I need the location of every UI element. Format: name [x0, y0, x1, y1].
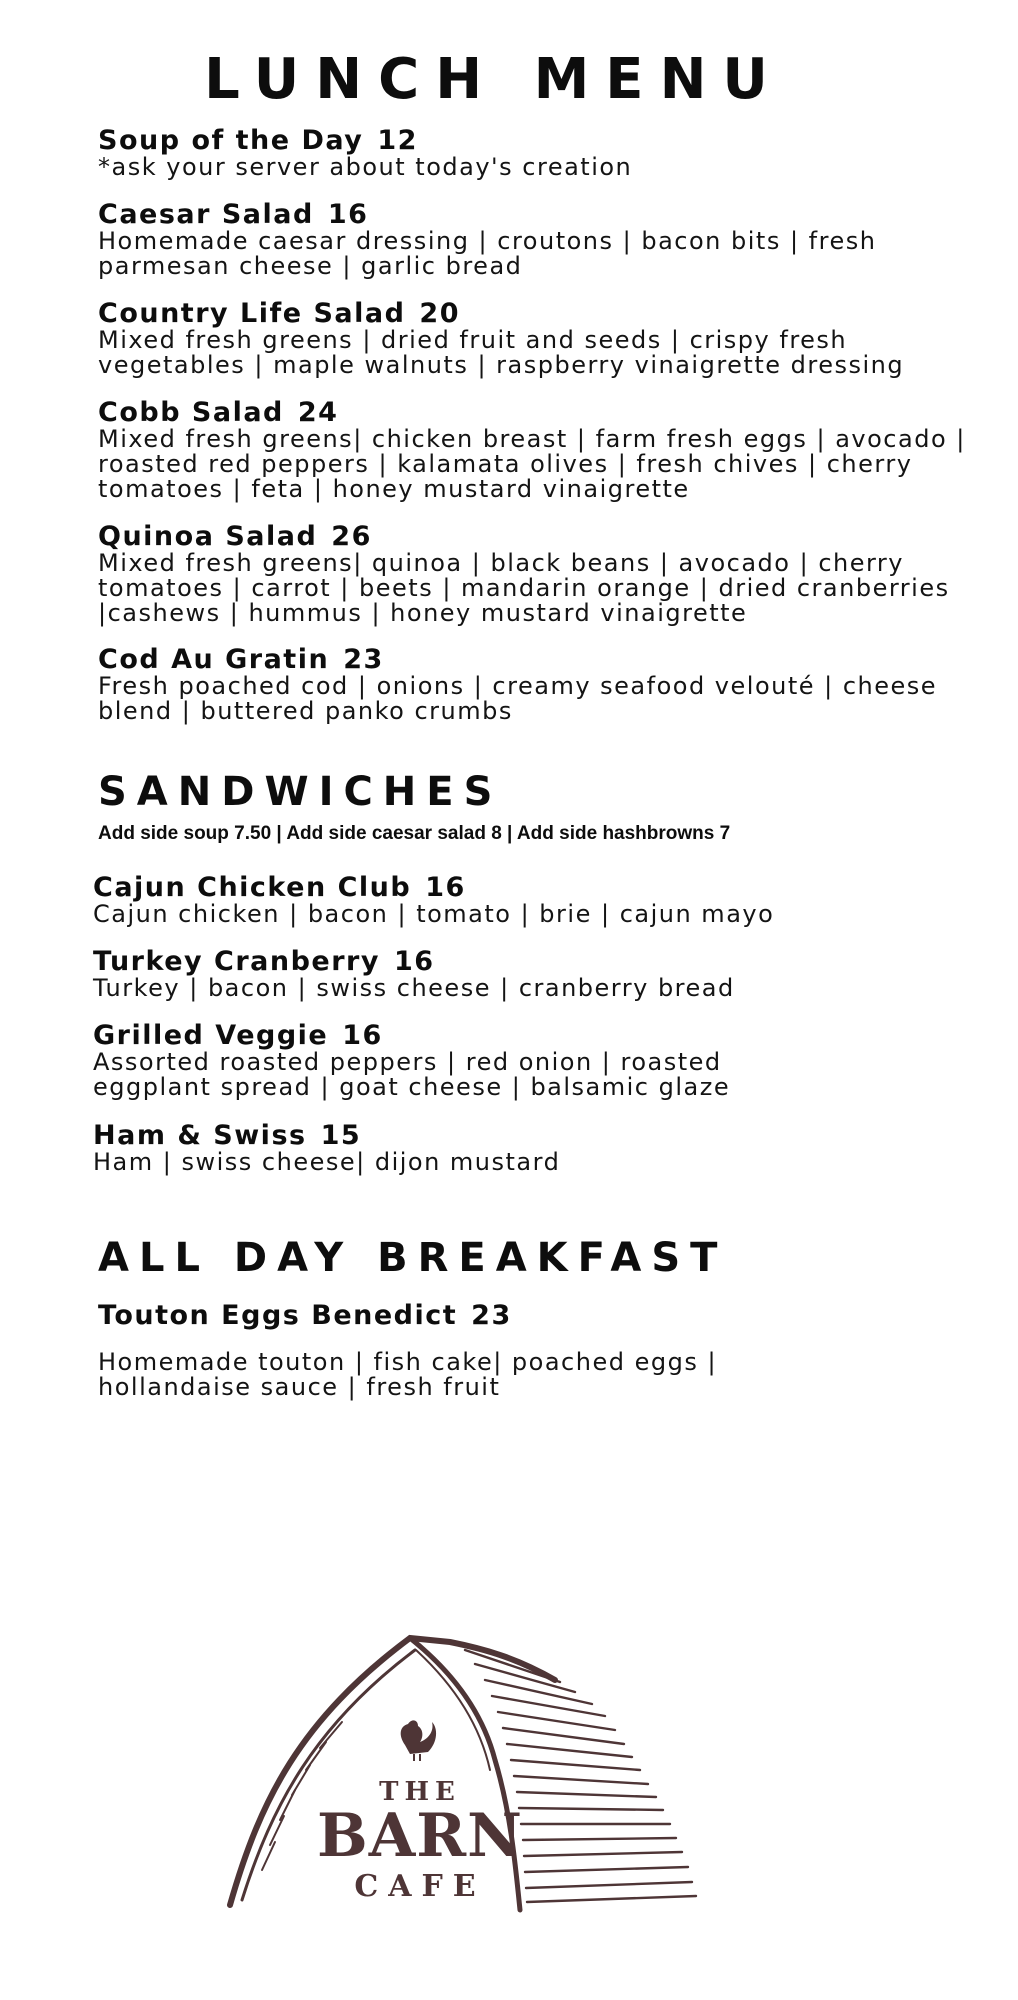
item-price: 23	[343, 644, 384, 675]
item-name: Ham & Swiss 15	[93, 1120, 362, 1151]
item-description: Ham | swiss cheese| dijon mustard	[93, 1148, 561, 1176]
item-name: Cobb Salad 24	[98, 397, 339, 428]
item-price: 16	[327, 199, 369, 230]
item-name: Grilled Veggie 16	[93, 1020, 383, 1051]
menu-item-cajun-chicken-club	[93, 874, 993, 927]
item-price: 20	[419, 298, 460, 329]
item-name: Quinoa Salad 26	[98, 521, 372, 552]
menu-item-country-life-salad	[98, 300, 998, 378]
logo-text-cafe: CAFE	[354, 1869, 486, 1904]
item-price: 15	[320, 1120, 362, 1151]
page-title: LUNCH MENU	[204, 47, 784, 112]
menu-item-touton-eggs-benedict	[98, 1302, 998, 1400]
item-price: 16	[393, 946, 435, 977]
item-description: Mixed fresh greens| chicken breast | farm fresh eggs | avocado | roasted red peppers | kalamata olives | fresh chives | cherry tomatoes | feta | honey mustard vinaigrette	[98, 425, 966, 503]
item-name: Caesar Salad 16	[98, 199, 369, 230]
item-description: *ask your server about today's creation	[98, 153, 633, 181]
rooster-icon	[401, 1720, 436, 1761]
item-name: Country Life Salad 20	[98, 298, 460, 329]
item-description: Cajun chicken | bacon | tomato | brie | cajun mayo	[93, 900, 775, 928]
menu-item-caesar-salad	[98, 201, 998, 279]
item-description: Mixed fresh greens | dried fruit and seeds | crispy fresh vegetables | maple walnuts | raspberry vinaigrette dressing	[98, 326, 905, 379]
menu-item-grilled-veggie	[93, 1022, 993, 1100]
menu-item-soup	[98, 127, 998, 180]
logo-text-barn: BARN	[317, 1801, 523, 1871]
item-description: Homemade touton | fish cake| poached eggs | hollandaise sauce | fresh fruit	[98, 1348, 718, 1401]
item-name: Cod Au Gratin 23	[98, 644, 384, 675]
section-title-sandwiches: SANDWICHES	[98, 769, 503, 815]
item-price: 24	[297, 397, 339, 428]
item-description: Assorted roasted peppers | red onion | roasted eggplant spread | goat cheese | balsamic glaze	[93, 1048, 731, 1101]
item-name: Touton Eggs Benedict 23	[98, 1300, 512, 1331]
item-name: Soup of the Day 12	[98, 125, 418, 156]
item-description: Fresh poached cod | onions | creamy seafood velouté | cheese blend | buttered panko crumbs	[98, 672, 938, 725]
menu-item-ham-swiss	[93, 1122, 993, 1175]
menu-item-turkey-cranberry	[93, 948, 993, 1001]
item-price: 23	[471, 1300, 512, 1331]
logo-text-the: THE	[379, 1777, 461, 1807]
item-price: 12	[377, 125, 418, 156]
section-title-breakfast: ALL DAY BREAKFAST	[98, 1235, 728, 1281]
item-price: 16	[425, 872, 466, 903]
menu-item-quinoa-salad	[98, 523, 998, 626]
item-name: Cajun Chicken Club 16	[93, 872, 466, 903]
item-description: Mixed fresh greens| quinoa | black beans | avocado | cherry tomatoes | carrot | beets | mandarin orange | dried cranberries |cashews | hummus | honey mustard vinaigrette	[98, 549, 950, 627]
item-description: Homemade caesar dressing | croutons | bacon bits | fresh parmesan cheese | garlic bread	[98, 227, 877, 280]
item-price: 16	[342, 1020, 383, 1051]
item-description: Turkey | bacon | swiss cheese | cranberry bread	[93, 974, 735, 1002]
menu-item-cobb-salad	[98, 399, 998, 502]
barn-cafe-logo	[220, 1630, 760, 1930]
sandwich-addons: Add side soup 7.50 | Add side caesar salad 8 | Add side hashbrowns 7	[98, 823, 731, 844]
item-price: 26	[331, 521, 372, 552]
menu-item-cod-au-gratin	[98, 646, 998, 724]
item-name: Turkey Cranberry 16	[93, 946, 435, 977]
